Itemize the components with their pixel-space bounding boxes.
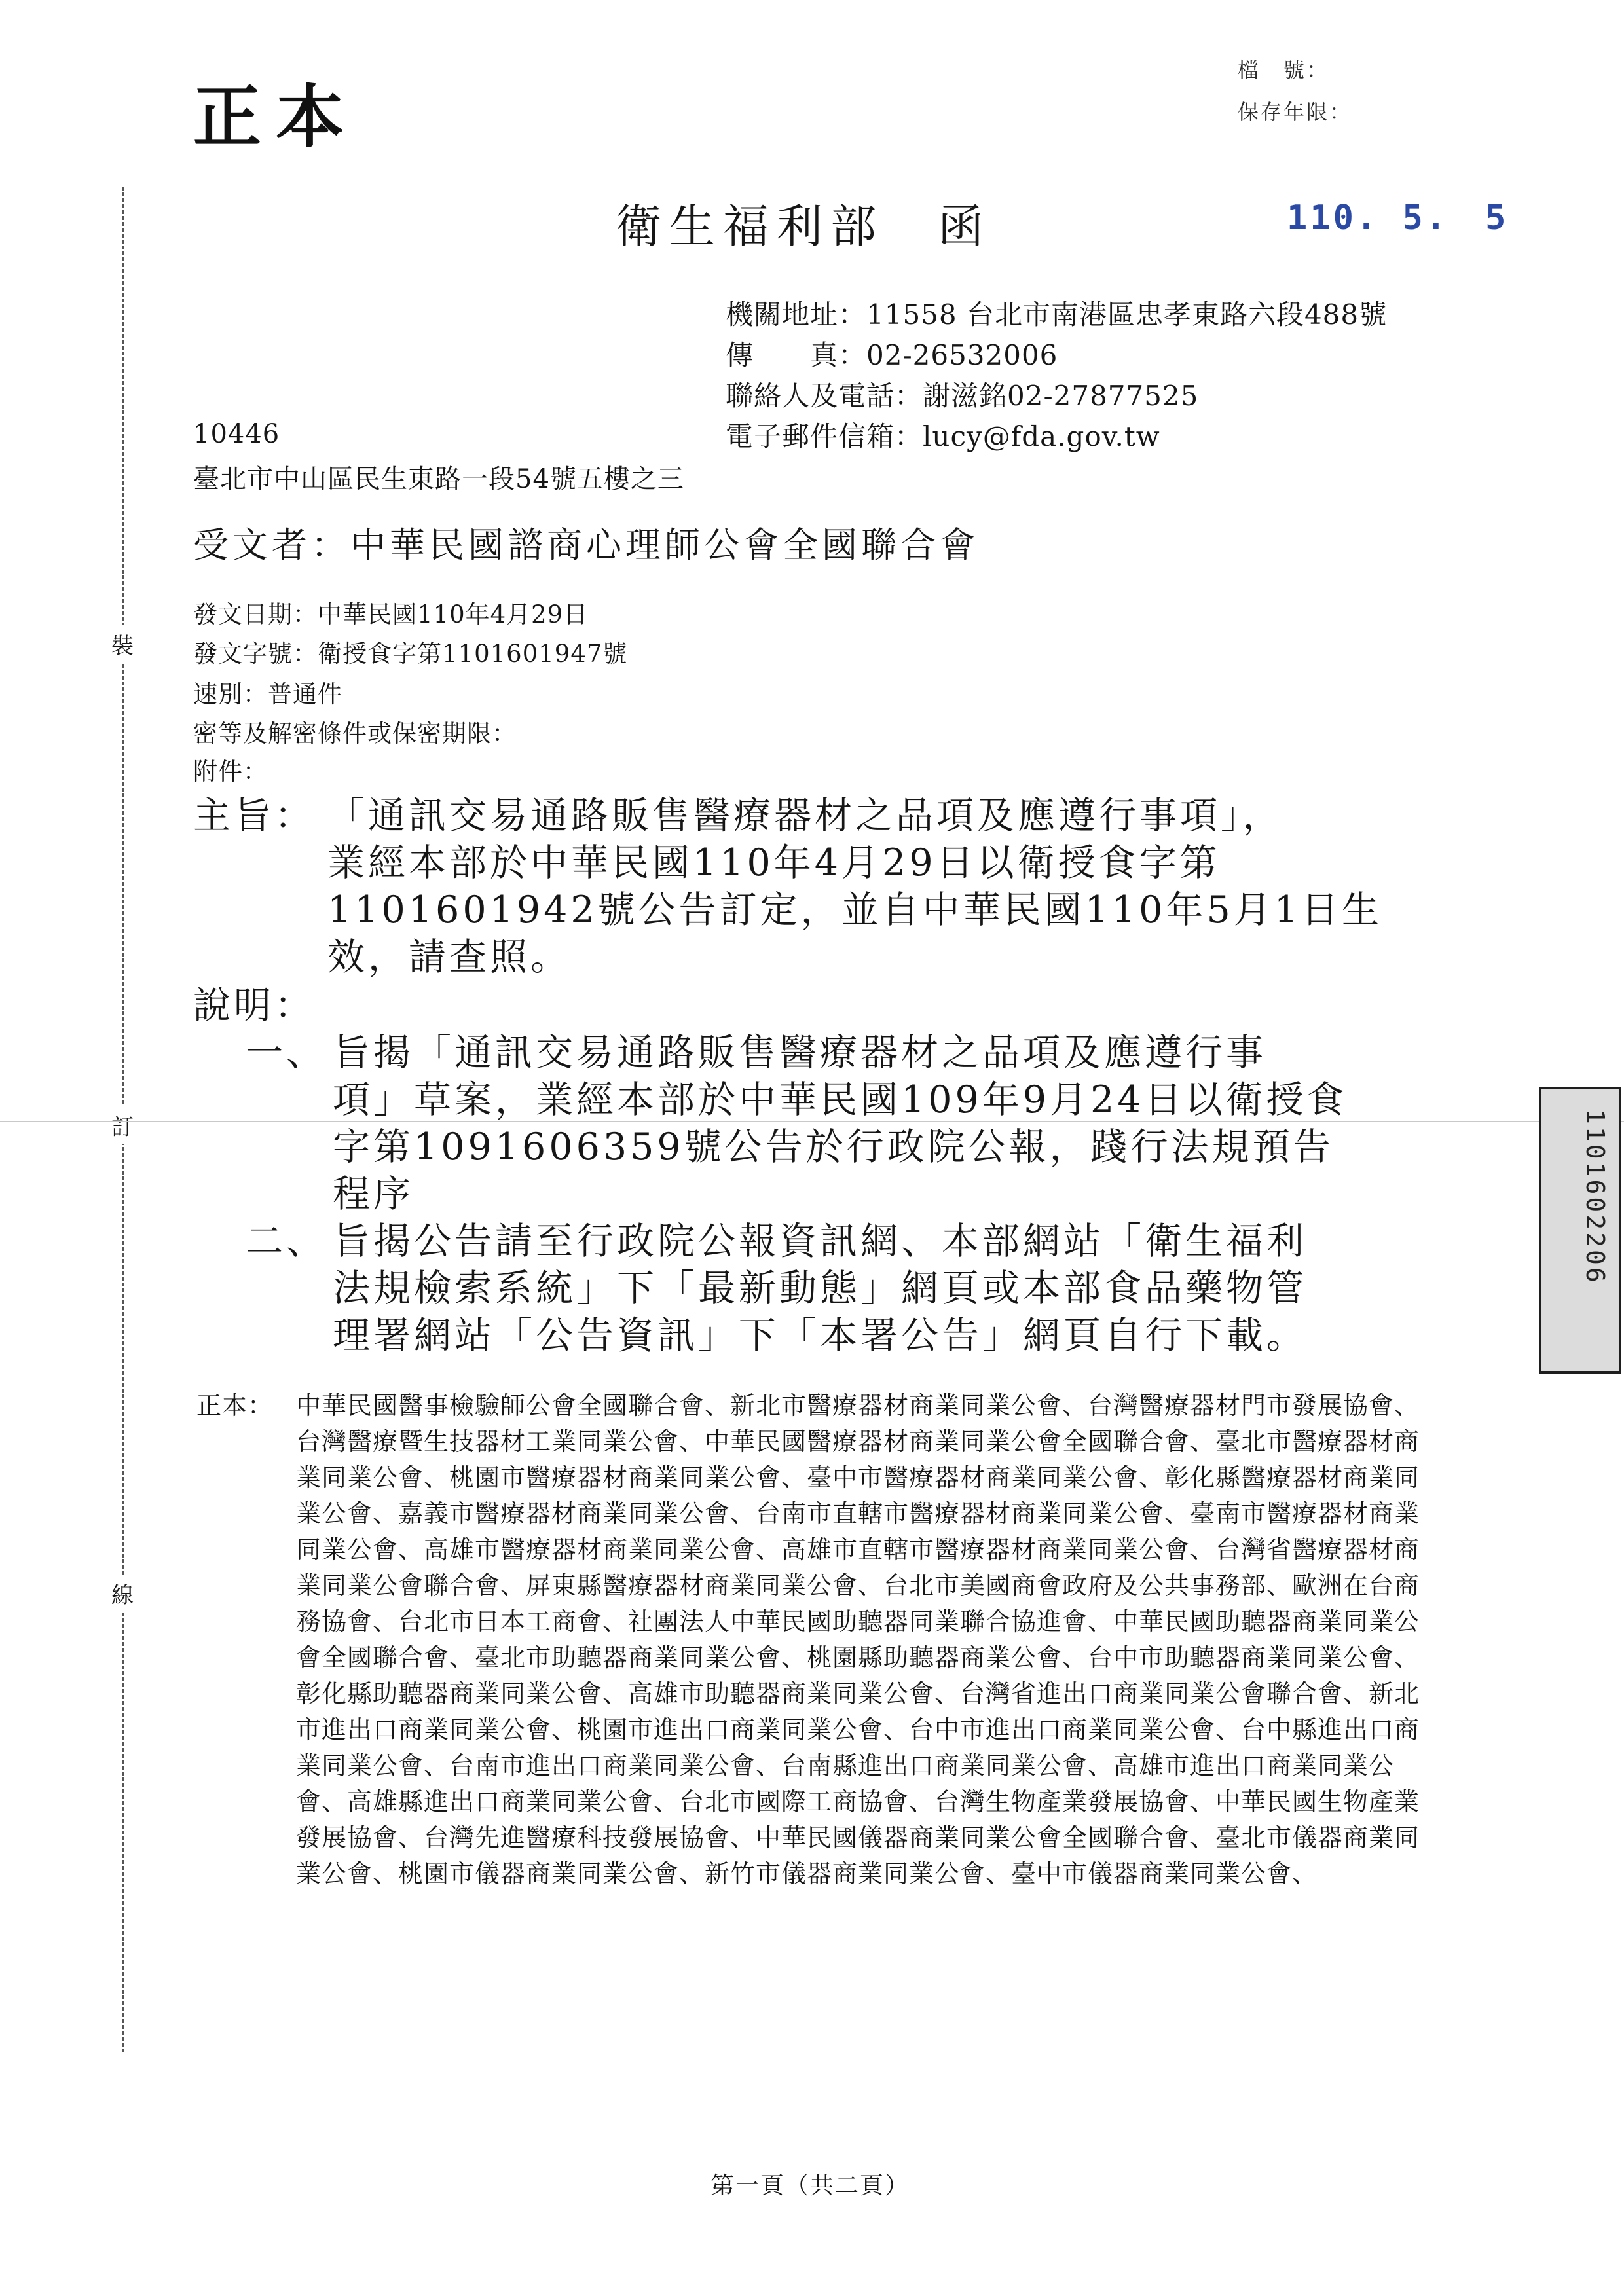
distribution-recipients: 中華民國醫事檢驗師公會全國聯合會、新北市醫療器材商業同業公會、台灣醫療器材門市發展協會、台灣醫療暨生技器材工業同業公會、中華民國醫療器材商業同業公會全國聯合會、臺北市醫療器材商業同業公會、桃園市醫療器材商業同業公會、臺中市醫療器材商業同業公會、彰化縣醫療器材商業同業公會、嘉義市醫療器材商業同業公會、台南市直轄市醫療器材商業同業公會、臺南市醫療器材商業同業公會、高雄市醫療器材商業同業公會、高雄市直轄市醫療器材商業同業公會、台灣省醫療器材商業同業公會聯合會、屏東縣醫療器材商業同業公會、台北市美國商會政府及公共事務部、歐洲在台商務協會、台北市日本工商會、社團法人中華民國助聽器同業聯合協進會、中華民國助聽器商業同業公會全國聯合會、臺北市助聽器商業同業公會、桃園縣助聽器商業公會、台中市助聽器商業同業公會、彰化縣助聽器商業同業公會、高雄市助聽器商業同業公會、台灣省進出口商業同業公會聯合會、新北市進出口商業同業公會、桃園市進出口商業同業公會、台中市進出口商業同業公會、台中縣進出口商業同業公會、台南市進出口商業同業公會、台南縣進出口商業同業公會、高雄市進出口商業同業公會、高雄縣進出口商業同業公會、台北市國際工商協會、台灣生物產業發展協會、中華民國生物產業發展協會、台灣先進醫療科技發展協會、中華民國儀器商業同業公會全國聯合會、臺北市儀器商業同業公會、桃園市儀器商業同業公會、新竹市儀器商業同業公會、臺中市儀器商業同業公會、 xyxy=(296,1391,1420,1888)
subject-line: 1101601942號公告訂定，並自中華民國110年5月1日生 xyxy=(327,888,1382,932)
subject-label: 主旨： xyxy=(193,794,315,837)
explanation-label: 說明： xyxy=(193,984,315,1027)
file-number-label: 檔 號： xyxy=(1238,58,1330,82)
distribution-label: 正本： xyxy=(196,1391,274,1420)
subject-line: 效，請查照。 xyxy=(327,936,571,979)
explanation-line: 理署網站「公告資訊」下「本署公告」網頁自行下載。 xyxy=(333,1314,1307,1357)
received-date-stamp: 110. 5. 5 xyxy=(1287,198,1509,238)
sender-email: 電子郵件信箱：lucy@fda.gov.tw xyxy=(726,420,1160,452)
attachments: 附件： xyxy=(193,757,268,786)
original-copy-stamp: 正本 xyxy=(193,77,359,157)
explanation-item-number: 二、 xyxy=(246,1220,327,1263)
page-number: 第一頁（共二頁） xyxy=(710,2172,910,2199)
explanation-line: 程序 xyxy=(333,1173,414,1216)
received-number-stamp xyxy=(1539,1087,1621,1374)
explanation-line: 項」草案，業經本部於中華民國109年9月24日以衛授食 xyxy=(333,1078,1348,1121)
sender-address: 機關地址：11558 台北市南港區忠孝東路六段488號 xyxy=(726,299,1388,331)
delivery-speed: 速別：普通件 xyxy=(193,680,342,708)
explanation-line: 字第1091606359號公告於行政院公報，踐行法規預告 xyxy=(333,1125,1334,1169)
secrecy-level: 密等及解密條件或保密期限： xyxy=(193,720,517,748)
explanation-item-number: 一、 xyxy=(246,1031,327,1074)
recipient-line: 受文者：中華民國諮商心理師公會全國聯合會 xyxy=(193,524,979,566)
subject-line: 「通訊交易通路販售醫療器材之品項及應遵行事項」， xyxy=(327,794,1283,837)
explanation-line: 旨揭公告請至行政院公報資訊網、本部網站「衛生福利 xyxy=(333,1220,1307,1263)
document-title: 衛生福利部 函 xyxy=(616,200,991,253)
binding-mark-ding: 訂 xyxy=(111,1106,134,1144)
subject-line: 業經本部於中華民國110年4月29日以衛授食字第 xyxy=(327,841,1221,884)
binding-mark-zhuang: 裝 xyxy=(111,625,134,663)
recipient-postal-code: 10446 xyxy=(193,419,280,449)
issue-number: 發文字號：衛授食字第1101601947號 xyxy=(193,640,628,668)
sender-fax: 傳 真：02-26532006 xyxy=(726,339,1058,371)
retention-period-label: 保存年限： xyxy=(1238,100,1353,124)
issue-date: 發文日期：中華民國110年4月29日 xyxy=(193,600,589,629)
binding-mark-xian: 線 xyxy=(111,1575,134,1612)
distribution-list xyxy=(196,1388,1441,1892)
sender-contact: 聯絡人及電話：謝滋銘02-27877525 xyxy=(726,380,1199,412)
recipient-street-address: 臺北市中山區民生東路一段54號五樓之三 xyxy=(193,464,684,494)
received-number-text: 1101602206 xyxy=(1581,1109,1610,1285)
explanation-line: 法規檢索系統」下「最新動態」網頁或本部食品藥物管 xyxy=(333,1267,1307,1310)
explanation-line: 旨揭「通訊交易通路販售醫療器材之品項及應遵行事 xyxy=(333,1031,1266,1074)
